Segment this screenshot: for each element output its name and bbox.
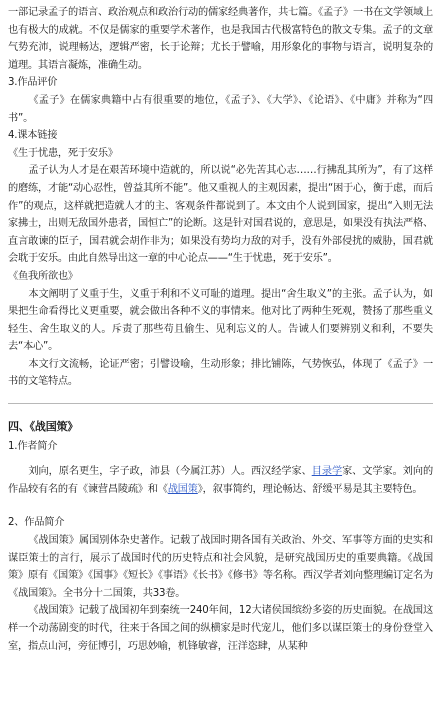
author-text-a: 刘向，原名更生，字子政，沛县（今属江苏）人。西汉经学家、 <box>28 466 312 478</box>
evaluation-heading: 3.作品评价 <box>8 77 58 89</box>
link-zhanguoce[interactable]: 战国策 <box>167 483 198 495</box>
work-heading: 2、作品简介 <box>8 517 65 529</box>
essay-shengyu-paragraph: 孟子认为人才是在艰苦环境中造就的，所以说“必先苦其心志……行拂乱其所为”，有了这样的磨练，才能“动心忍性，曾益其所不能”。他又重视人的主观因素，提出“困于心，衡于虑，而后作”的观点，这样就把造就人才的主、客观条件都说到了。本文由个人说到国家，提出“入则无法家拂士，出则无敌国外患者，国恒亡”的论断。这是针对国君说的，意思是，如果没有执法严格、直言敢谏的臣子，国君就会胡作非为；如果没有势均力敌的对手，没有外部侵扰的威胁，国君就会耽于安乐。由此自然导出这一章的中心论点——“生于忧患，死于安乐”。 <box>8 165 433 265</box>
section-title-zhanguoce: 四、《战国策》 <box>8 420 79 434</box>
intro-paragraph: 一部记录孟子的语言、政治观点和政治行动的儒家经典著作，共七篇。《孟子》一书在文学领域上也有极大的成就。不仅是儒家的重要学术著作，也是我国古代极富特色的散文专集。孟子的文章气势充沛，说理畅达，逻辑严密，长于论辩；尤长于譬喻，用形象化的事物与语言，说明复杂的道理。其语言凝炼，准确生动。 <box>8 7 433 71</box>
evaluation-paragraph: 《孟子》在儒家典籍中占有很重要的地位，《孟子》、《大学》、《论语》、《中庸》并称为“四书”。 <box>8 94 433 124</box>
essay-yuwo-paragraph: 本文阐明了义重于生，义重于利和不义可耻的道理。提出“舍生取义”的主张。孟子认为，如果把生命看得比义更重要，就会做出各种不义的事情来。他对比了两种生死观，赞扬了那些重义轻生、舍生取义的人。斥责了那些苟且偷生、见利忘义的人。告诫人们要辨别义和利，不要失去“本心”。 <box>8 288 433 353</box>
work-paragraph-2: 《战国策》记载了战国初年到秦统一240年间，12大诸侯国缤纷多姿的历史面貌。在战国这样一个动荡剧变的时代，往来于各国之间的纵横家是时代宠儿，他们多以谋臣策士的身份登堂入室，指点山河，旁征博引，巧思妙喻，机锋敏睿，汪洋恣肆，从某种 <box>8 605 433 652</box>
section-divider <box>8 403 433 404</box>
essay-style-paragraph: 本文行文流畅，论证严密；引譬设喻，生动形象；排比铺陈，气势恢弘，体现了《孟子》一书的文笔特点。 <box>8 358 433 388</box>
author-paragraph <box>8 463 433 498</box>
author-text-b: 家、文学家。刘向的作品较有名的有《谏营昌陵疏》和《 <box>8 466 433 495</box>
essay-title-shengyu: 《生于忧患，死于安乐》 <box>8 147 118 159</box>
link-mulu[interactable]: 目录学 <box>311 466 343 478</box>
author-heading: 1.作者简介 <box>8 440 58 452</box>
author-text-c: 》，叙事简约，理论畅达、舒缓平易是其主要特色。 <box>197 483 423 495</box>
textbook-link-heading: 4.课本链接 <box>8 130 58 142</box>
work-paragraph-1: 《战国策》属国别体杂史著作。记载了战国时期各国有关政治、外交、军事等方面的史实和谋臣策士的言行，展示了战国时代的历史特点和社会风貌，是研究战国历史的重要典籍。《战国策》原有《国策》《国事》《短长》《事语》《长书》《修书》等名称。西汉学者刘向整理编订定名为《战国策》。全书分十二国策，共33卷。 <box>8 535 433 599</box>
essay-title-yuwo: 《鱼我所欲也》 <box>8 270 78 282</box>
